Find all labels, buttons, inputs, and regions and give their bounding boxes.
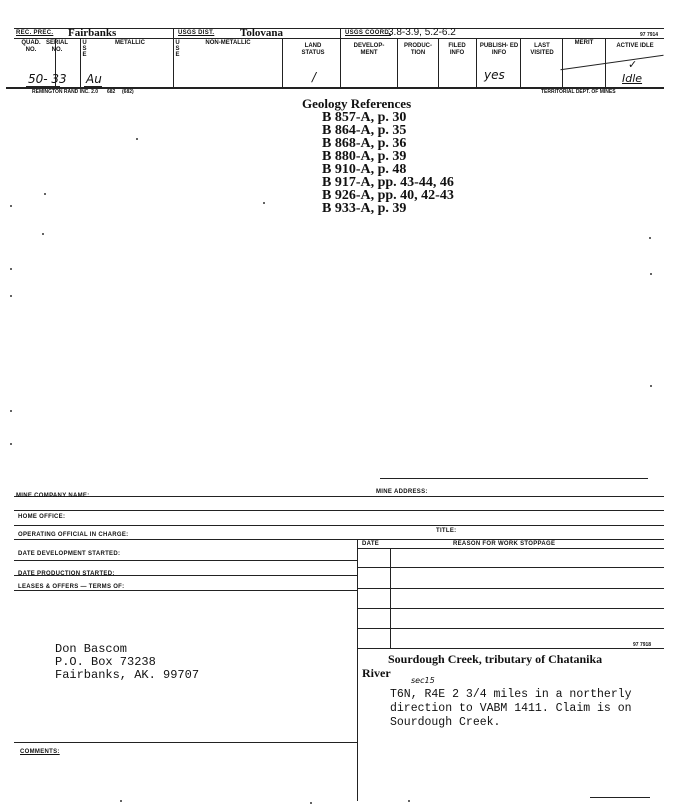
usgs-coord-label: USGS COORD.	[345, 30, 391, 36]
form-number: 97 7914	[640, 32, 659, 38]
mine-company-name-label: MINE COMPANY NAME:	[16, 493, 90, 499]
owner-box: P.O. Box 73238	[55, 655, 156, 669]
col-use-metallic: U S E	[82, 40, 87, 58]
geology-ref-2: B 864-A, p. 35	[322, 123, 407, 138]
geology-ref-7: B 926-A, pp. 40, 42-43	[322, 188, 454, 203]
usgs-dist-label: USGS DIST.	[178, 30, 215, 36]
form-number-2: 97 7918	[633, 642, 652, 648]
printer-code-1: 682	[107, 89, 116, 95]
col-development: DEVELOP- MENT	[353, 43, 385, 56]
location-desc-line1: T6N, R4E 2 3/4 miles in a northerly	[390, 688, 632, 701]
active-idle-value: Idle	[622, 72, 643, 85]
geology-ref-1: B 857-A, p. 30	[322, 110, 407, 125]
geology-ref-4: B 880-A, p. 39	[322, 149, 407, 164]
col-merit: MERIT	[574, 40, 594, 46]
home-office-label: HOME OFFICE:	[18, 514, 66, 520]
location-heading-line2: River	[362, 666, 391, 680]
col-last-visited: LAST VISITED	[530, 43, 554, 56]
col-non-metallic: NON-METALLIC	[205, 40, 251, 46]
location-heading-line1: Sourdough Creek, tributary of Chatanika	[388, 652, 603, 666]
col-use-nonmetallic: U S E	[175, 40, 180, 58]
col-active-idle: ACTIVE IDLE	[616, 43, 654, 49]
geology-ref-3: B 868-A, p. 36	[322, 136, 407, 151]
col-quad-no: QUAD. NO.	[21, 40, 41, 53]
operating-official-label: OPERATING OFFICIAL IN CHARGE:	[18, 532, 129, 538]
metallic-value: Au	[86, 72, 102, 86]
col-filed-info: FILED INFO	[448, 43, 466, 56]
stoppage-date-label: DATE	[362, 541, 380, 547]
col-serial-no: SERIAL NO.	[45, 40, 68, 53]
sec-note: sec15	[411, 676, 435, 685]
geology-ref-6: B 917-A, pp. 43-44, 46	[322, 175, 454, 190]
geology-ref-8: B 933-A, p. 39	[322, 201, 407, 216]
col-land-status: LAND STATUS	[301, 43, 325, 56]
owner-name: Don Bascom	[55, 642, 128, 656]
col-published-info: PUBLISH- ED INFO	[479, 43, 519, 56]
rec-prec-label: REC. PREC.	[16, 30, 54, 36]
date-development-label: DATE DEVELOPMENT STARTED:	[18, 551, 121, 557]
land-status-value: /	[312, 70, 317, 84]
geology-ref-5: B 910-A, p. 48	[322, 162, 407, 177]
mine-address-label: MINE ADDRESS:	[376, 489, 428, 495]
usgs-dist-value: Tolovana	[240, 27, 284, 39]
location-desc-line3: Sourdough Creek.	[390, 716, 501, 729]
geology-title: Geology References	[302, 96, 412, 111]
owner-city: Fairbanks, AK. 99707	[55, 668, 200, 682]
date-production-label: DATE PRODUCTION STARTED:	[18, 571, 115, 577]
col-production: PRODUC- TION	[404, 43, 432, 56]
comments-label: COMMENTS:	[20, 749, 60, 755]
leases-label: LEASES & OFFERS — TERMS OF:	[18, 584, 125, 590]
department-label: TERRITORIAL DEPT. OF MINES	[541, 89, 616, 95]
location-desc-line2: direction to VABM 1411. Claim is on	[390, 702, 632, 715]
printer-line: REMINGTON RAND INC. 2.0	[32, 89, 99, 95]
col-metallic: METALLIC	[115, 40, 145, 46]
stoppage-reason-label: REASON FOR WORK STOPPAGE	[453, 541, 556, 547]
title-label: TITLE:	[436, 528, 457, 534]
check-mark-icon: ✓	[628, 59, 638, 71]
published-info-value: yes	[484, 68, 505, 82]
printer-code-2: (682)	[122, 89, 134, 95]
rec-prec-value: Fairbanks	[68, 27, 117, 39]
usgs-coord-value: 3.8-3.9, 5.2-6.2	[388, 27, 456, 38]
quad-serial-value: 50- 33	[28, 72, 67, 86]
